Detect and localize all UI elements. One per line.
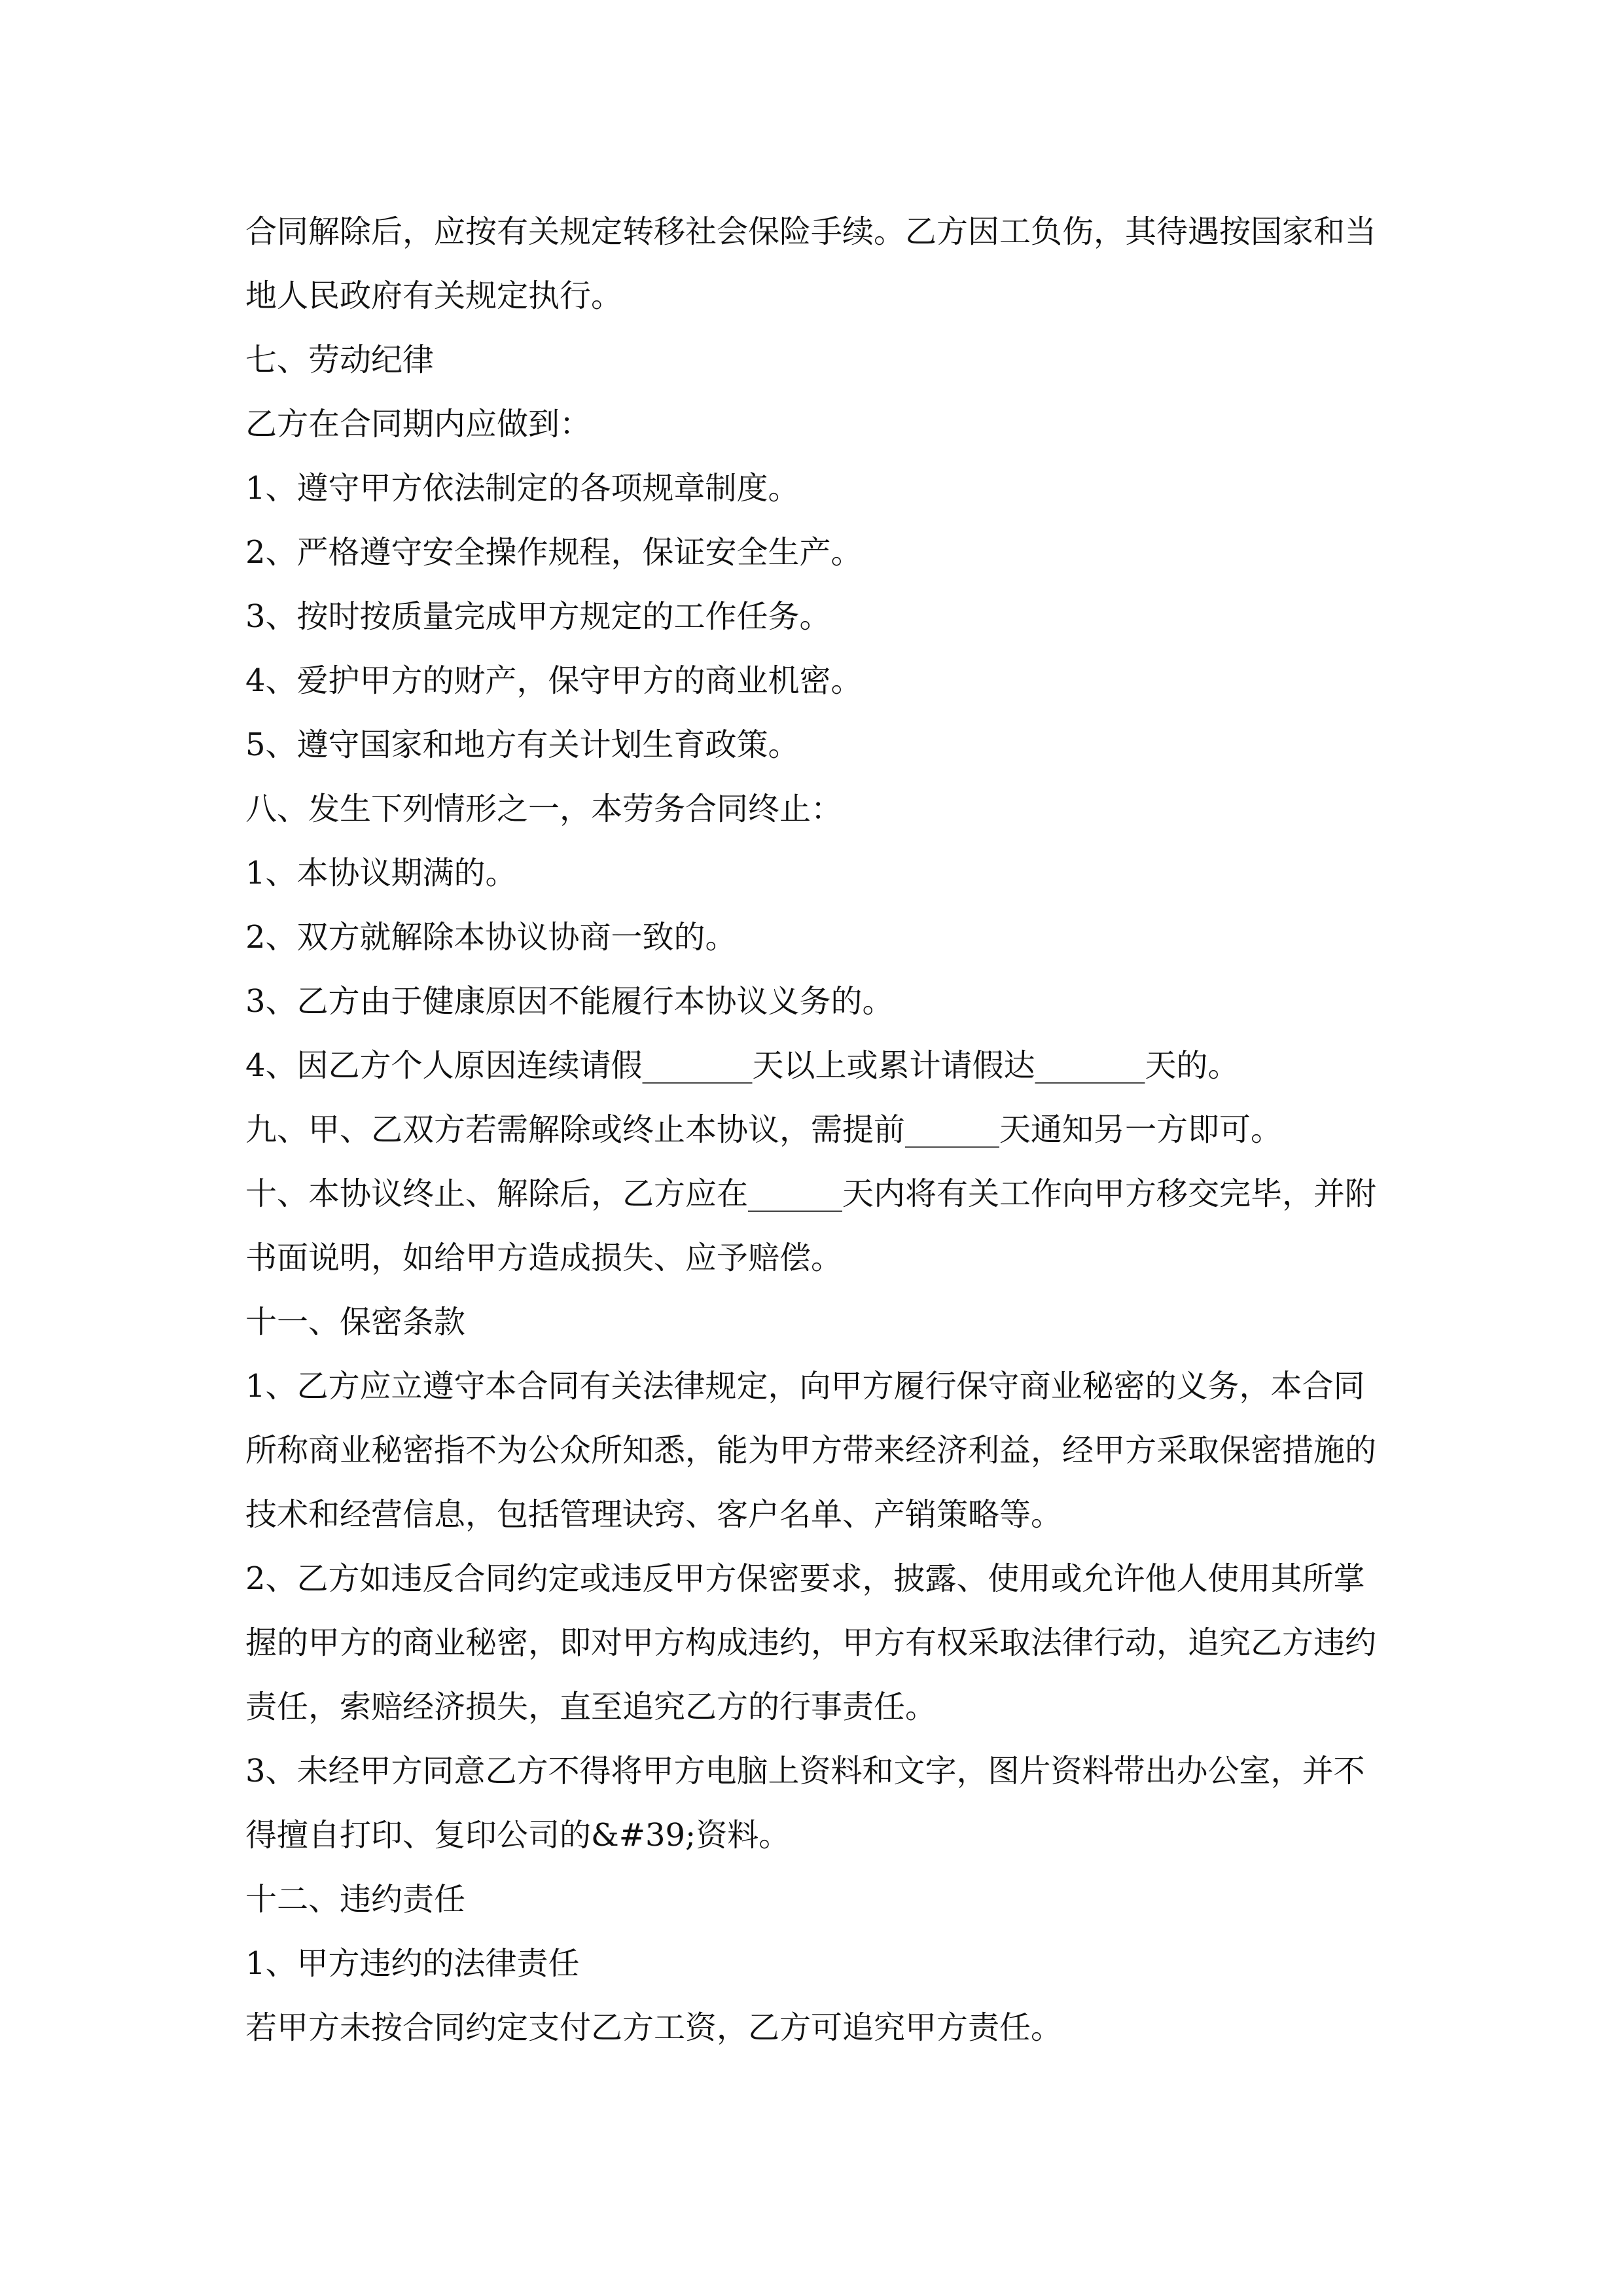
heading-termination: 八、发生下列情形之一，本劳务合同终止：	[245, 791, 843, 827]
list-item-confidentiality-3: 3、未经甲方同意乙方不得将甲方电脑上资料和文字，图片资料带出办公室，并不得擅自打印、复印公司的&#39;资料。	[245, 1753, 1365, 1854]
list-item-termination-3: 3、乙方由于健康原因不能履行本协议义务的。	[245, 983, 894, 1020]
list-item-confidentiality-2: 2、乙方如违反合同约定或违反甲方保密要求，披露、使用或允许他人使用其所掌握的甲方的商业秘密，即对甲方构成违约，甲方有权采取法律行动，追究乙方违约责任，索赔经济损失，直至追究乙方的行事责任。	[245, 1560, 1377, 1725]
list-item-duty-5: 5、遵守国家和地方有关计划生育政策。	[245, 726, 800, 763]
list-item-duty-3: 3、按时按质量完成甲方规定的工作任务。	[245, 598, 831, 635]
document-body	[245, 200, 1378, 2060]
subheading-party-a-liability: 1、甲方违约的法律责任	[245, 1945, 580, 1982]
heading-confidentiality: 十一、保密条款	[245, 1304, 466, 1340]
list-item-duty-2: 2、严格遵守安全操作规程，保证安全生产。	[245, 534, 863, 571]
list-item-duty-4: 4、爱护甲方的财产，保守甲方的商业机密。	[245, 662, 863, 699]
list-item-confidentiality-1: 1、乙方应立遵守本合同有关法律规定，向甲方履行保守商业秘密的义务，本合同所称商业秘密指不为公众所知悉，能为甲方带来经济利益，经甲方采取保密措施的技术和经营信息，包括管理诀窍、客户名单、产销策略等。	[245, 1368, 1377, 1533]
list-item-termination-2: 2、双方就解除本协议协商一致的。	[245, 919, 737, 956]
paragraph-social-insurance: 合同解除后，应按有关规定转移社会保险手续。乙方因工负伤，其待遇按国家和当地人民政府有关规定执行。	[245, 213, 1377, 314]
clause-nine-notice: 九、甲、乙双方若需解除或终止本协议，需提前______天通知另一方即可。	[245, 1111, 1283, 1148]
heading-liability: 十二、违约责任	[245, 1881, 466, 1918]
list-item-termination-4: 4、因乙方个人原因连续请假_______天以上或累计请假达_______天的。	[245, 1047, 1240, 1084]
paragraph-party-a-liability: 若甲方未按合同约定支付乙方工资，乙方可追究甲方责任。	[245, 2009, 1063, 2046]
heading-labor-discipline: 七、劳动纪律	[245, 342, 435, 378]
paragraph-duties-intro: 乙方在合同期内应做到：	[245, 406, 592, 442]
list-item-duty-1: 1、遵守甲方依法制定的各项规章制度。	[245, 470, 800, 507]
clause-ten-handover: 十、本协议终止、解除后，乙方应在______天内将有关工作向甲方移交完毕，并附书面说明，如给甲方造成损失、应予赔偿。	[245, 1175, 1377, 1276]
list-item-termination-1: 1、本协议期满的。	[245, 855, 517, 891]
